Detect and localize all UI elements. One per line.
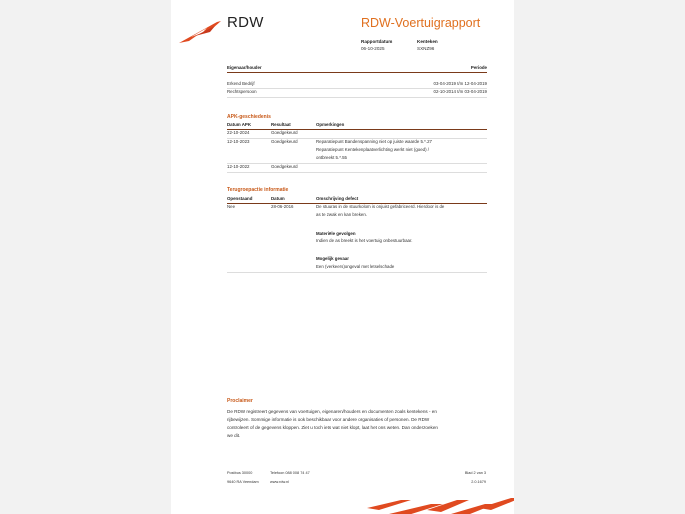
owners-col-period: Periode (470, 65, 487, 70)
apk-row-note: Reparatiepunt Kentekenplaatverlichting werkt niet (goed) / (316, 147, 430, 152)
owner-row-type: Erkend Bedrijf (227, 81, 255, 86)
row-divider (227, 172, 487, 173)
disclaimer-line: De RDW registreert gegevens van voertuigen, eigenaren/houders en documenten zoals kentekens - en (227, 409, 437, 414)
apk-row-note: Reparatiepunt Bandenspanning niet op juiste waarde 5.*.27 (316, 139, 432, 144)
row-divider (227, 163, 487, 164)
footer-web: www.rdw.nl (270, 480, 289, 484)
row-divider (227, 97, 487, 98)
owners-col-owner: Eigenaar/houder (227, 65, 262, 70)
recall-danger-value: Een (verkeers)ongeval met letselschade (316, 264, 395, 269)
apk-col-result: Resultaat (271, 122, 291, 127)
apk-row-note: ontbreekt 5.*.55 (316, 155, 348, 160)
apk-row-date: 22-10-2024 (227, 130, 250, 135)
brand-name: RDW (227, 14, 264, 31)
recall-col-open: Openstaand (227, 196, 253, 201)
apk-section-title: APK-geschiedenis (227, 114, 271, 120)
owner-row-type: Rechtspersoon (227, 89, 257, 94)
footer-pobox: Postbus 30000 (227, 471, 253, 475)
plate-label: Kenteken (417, 39, 438, 44)
disclaimer-line: controleert of de gegevens kloppen. Ziet u toch iets wat niet klopt, laat het ons weten. Dan onderzoeken (227, 425, 438, 430)
footer-phone: Telefoon 088 008 74 47 (270, 471, 310, 475)
footer-postcode: 9640 RA Veendam (227, 480, 259, 484)
decorative-stripes-icon (361, 496, 514, 514)
recall-defect-line: De stuuras in de stuurkolom is onjuist gefabriceerd. Hierdoor is de (316, 204, 445, 209)
report-page (171, 0, 514, 514)
apk-row-date: 12-10-2022 (227, 164, 250, 169)
report-date: 06-10-2025 (361, 46, 385, 51)
apk-col-notes: Opmerkingen (316, 122, 345, 127)
row-divider (227, 272, 487, 273)
disclaimer-line: we dit. (227, 433, 241, 438)
rdw-logo-icon (177, 18, 223, 46)
apk-row-result: Goedgekeurd (271, 164, 298, 169)
footer-version: 2.0.1679 (471, 480, 486, 484)
recall-consequences-value: Indien de as breekt is het voertuig onbestuurbaar. (316, 238, 413, 243)
apk-row-result: Goedgekeurd (271, 130, 298, 135)
plate-value: SXNZ96 (417, 46, 435, 51)
recall-col-defect: Omschrijving defect (316, 196, 359, 201)
apk-col-date: Datum APK (227, 122, 251, 127)
disclaimer-title: Proclaimer (227, 398, 253, 404)
recall-section-title: Terugroepactie informatie (227, 187, 289, 193)
recall-consequences-label: Materiële gevolgen (316, 231, 356, 236)
disclaimer-line: rijbewijzen. Sommige informatie is ook beschikbaar voor andere organisaties of personen. De RDW (227, 417, 430, 422)
report-title: RDW-Voertuigrapport (361, 16, 481, 30)
report-date-label: Rapportdatum (361, 39, 393, 44)
recall-date-value: 28-06-2016 (271, 204, 294, 209)
apk-row-result: Goedgekeurd (271, 139, 298, 144)
apk-row-date: 12-10-2023 (227, 139, 250, 144)
owners-header-rule (227, 72, 487, 73)
recall-danger-label: Mogelijk gevaar (316, 256, 349, 261)
owner-row-period: 02-10-2014 t/m 03-04-2019 (433, 89, 487, 94)
recall-open-value: Nee (227, 204, 236, 209)
owner-row-period: 03-04-2019 t/m 12-04-2019 (433, 81, 487, 86)
recall-defect-line: as te zwak en kan breken. (316, 212, 368, 217)
recall-col-date: Datum (271, 196, 285, 201)
footer-page: Blad 2 van 3 (464, 471, 486, 475)
apk-header-rule (227, 129, 487, 130)
